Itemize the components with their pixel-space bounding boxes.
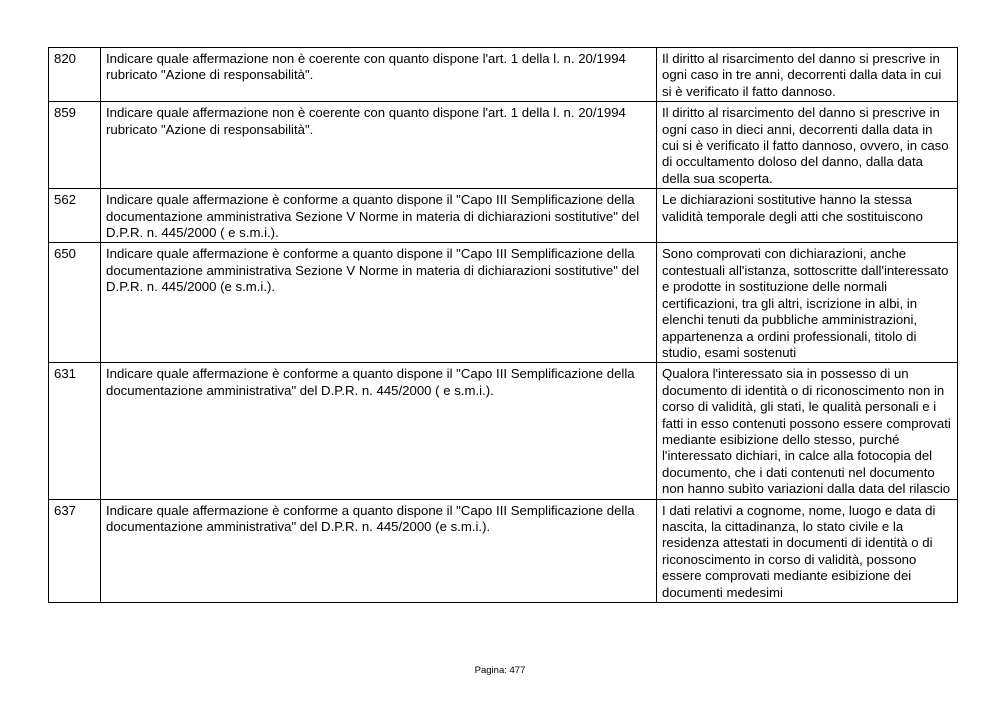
question-text: Indicare quale affermazione non è coerente con quanto dispone l'art. 1 della l. n. 20/1994 rubricato "Azione di responsabilità". bbox=[101, 102, 657, 189]
answer-text: Le dichiarazioni sostitutive hanno la stessa validità temporale degli atti che sostituiscono bbox=[657, 189, 958, 243]
question-text: Indicare quale affermazione è conforme a quanto dispone il "Capo III Semplificazione della documentazione amministrativa Sezione V Norme in materia di dichiarazioni sostitutive" del D.P.R. n. 445/2000 (e s.m.i.). bbox=[101, 243, 657, 363]
table-row bbox=[49, 189, 958, 243]
question-text: Indicare quale affermazione è conforme a quanto dispone il "Capo III Semplificazione della documentazione amministrativa" del D.P.R. n. 445/2000 ( e s.m.i.). bbox=[101, 363, 657, 499]
table-row bbox=[49, 243, 958, 363]
table-row bbox=[49, 499, 958, 602]
answer-text: I dati relativi a cognome, nome, luogo e data di nascita, la cittadinanza, lo stato civile e la residenza attestati in documenti di identità o di riconoscimento in corso di validità, possono essere comprovati mediante esibizione dei documenti medesimi bbox=[657, 499, 958, 602]
table-row bbox=[49, 102, 958, 189]
table-row bbox=[49, 48, 958, 102]
question-text: Indicare quale affermazione non è coerente con quanto dispone l'art. 1 della l. n. 20/1994 rubricato "Azione di responsabilità". bbox=[101, 48, 657, 102]
question-number: 637 bbox=[49, 499, 101, 602]
table-row bbox=[49, 363, 958, 499]
question-table bbox=[48, 47, 958, 603]
question-number: 631 bbox=[49, 363, 101, 499]
question-number: 820 bbox=[49, 48, 101, 102]
answer-text: Il diritto al risarcimento del danno si prescrive in ogni caso in dieci anni, decorrenti dalla data in cui si è verificato il fatto dannoso, ovvero, in caso di occultamento doloso del danno, dalla data della sua scoperta. bbox=[657, 102, 958, 189]
question-text: Indicare quale affermazione è conforme a quanto dispone il "Capo III Semplificazione della documentazione amministrativa" del D.P.R. n. 445/2000 (e s.m.i.). bbox=[101, 499, 657, 602]
answer-text: Sono comprovati con dichiarazioni, anche contestuali all'istanza, sottoscritte dall'interessato e prodotte in sostituzione delle normali certificazioni, tra gli altri, iscrizione in albi, in elenchi tenuti da pubbliche amministrazioni, appartenenza a ordini professionali, titolo di studio, esami sostenuti bbox=[657, 243, 958, 363]
question-number: 562 bbox=[49, 189, 101, 243]
question-number: 650 bbox=[49, 243, 101, 363]
question-text: Indicare quale affermazione è conforme a quanto dispone il "Capo III Semplificazione della documentazione amministrativa Sezione V Norme in materia di dichiarazioni sostitutive" del D.P.R. n. 445/2000 ( e s.m.i.). bbox=[101, 189, 657, 243]
answer-text: Il diritto al risarcimento del danno si prescrive in ogni caso in tre anni, decorrenti dalla data in cui si è verificato il fatto dannoso. bbox=[657, 48, 958, 102]
answer-text: Qualora l'interessato sia in possesso di un documento di identità o di riconoscimento non in corso di validità, gli stati, le qualità personali e i fatti in esso contenuti possono essere comprovati mediante esibizione dello stesso, purché l'interessato dichiari, in calce alla fotocopia del documento, che i dati contenuti nel documento non hanno subìto variazioni dalla data del rilascio bbox=[657, 363, 958, 499]
question-number: 859 bbox=[49, 102, 101, 189]
page-number: Pagina: 477 bbox=[474, 665, 526, 676]
